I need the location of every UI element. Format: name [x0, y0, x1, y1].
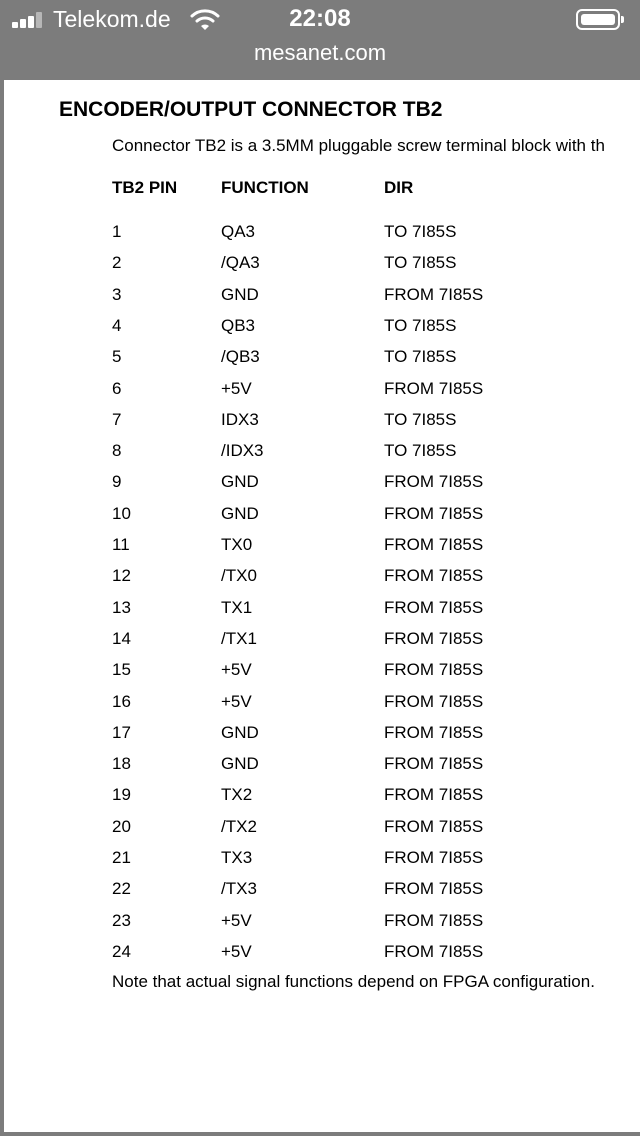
direction-cell: TO 7I85S: [384, 347, 457, 367]
function-cell: /TX2: [221, 816, 257, 836]
table-row: [4, 817, 640, 848]
table-row: [4, 879, 640, 910]
address-bar[interactable]: mesanet.com: [253, 40, 387, 65]
direction-cell: FROM 7I85S: [384, 472, 484, 492]
function-cell: +5V: [221, 941, 252, 961]
direction-cell: FROM 7I85S: [384, 910, 484, 930]
function-cell: +5V: [221, 910, 252, 930]
pin-cell: 7: [112, 409, 122, 429]
function-cell: /TX3: [221, 879, 257, 899]
table-row: [4, 347, 640, 378]
direction-cell: FROM 7I85S: [384, 941, 484, 961]
function-cell: +5V: [221, 378, 252, 398]
table-row: [4, 410, 640, 441]
direction-cell: TO 7I85S: [384, 441, 457, 461]
pin-cell: 3: [112, 284, 122, 304]
pin-cell: 21: [112, 848, 131, 867]
pin-cell: 8: [112, 441, 122, 461]
pin-cell: 22: [112, 879, 131, 899]
function-cell: QA3: [221, 222, 256, 241]
direction-cell: TO 7I85S: [384, 409, 457, 429]
table-row: [4, 441, 640, 472]
table-row: [4, 285, 640, 316]
table-row: [4, 848, 640, 879]
direction-cell: FROM 7I85S: [384, 848, 484, 867]
direction-cell: FROM 7I85S: [384, 535, 484, 554]
function-cell: /TX1: [221, 628, 257, 648]
function-cell: +5V: [221, 660, 252, 680]
function-cell: GND: [221, 503, 259, 523]
pin-cell: 23: [112, 910, 131, 930]
column-header-pin: TB2 PIN: [112, 178, 178, 197]
direction-cell: FROM 7I85S: [384, 879, 484, 899]
pin-cell: 4: [112, 315, 122, 335]
carrier-name: Telekom.de: [53, 6, 171, 32]
pin-cell: 5: [112, 347, 122, 367]
pin-cell: 16: [112, 691, 131, 711]
section-heading: ENCODER/OUTPUT CONNECTOR TB2: [59, 98, 443, 121]
pin-cell: 17: [112, 722, 131, 742]
direction-cell: FROM 7I85S: [384, 660, 484, 680]
table-row: [4, 754, 640, 785]
direction-cell: FROM 7I85S: [384, 378, 484, 398]
pin-cell: 1: [112, 222, 122, 241]
function-cell: TX1: [221, 597, 253, 617]
table-row: [4, 253, 640, 284]
table-row: [4, 629, 640, 660]
direction-cell: TO 7I85S: [384, 222, 457, 241]
direction-cell: FROM 7I85S: [384, 816, 484, 836]
table-row: [4, 504, 640, 535]
pin-cell: 10: [112, 503, 131, 523]
pin-cell: 9: [112, 472, 122, 492]
direction-cell: FROM 7I85S: [384, 754, 484, 774]
web-page-content: [4, 80, 640, 1132]
function-cell: TX0: [221, 535, 253, 554]
status-time: 22:08: [289, 5, 351, 32]
table-row: [4, 222, 640, 253]
pin-cell: 13: [112, 597, 131, 617]
column-header-function: FUNCTION: [221, 178, 309, 197]
table-row: [4, 472, 640, 503]
pin-cell: 19: [112, 785, 131, 805]
table-row: [4, 598, 640, 629]
direction-cell: TO 7I85S: [384, 253, 457, 273]
direction-cell: TO 7I85S: [384, 315, 457, 335]
direction-cell: FROM 7I85S: [384, 691, 484, 711]
pin-cell: 12: [112, 566, 131, 586]
table-row: [4, 723, 640, 754]
function-cell: GND: [221, 284, 259, 304]
table-row: [4, 692, 640, 723]
battery-icon: [576, 9, 620, 30]
pin-cell: 6: [112, 378, 122, 398]
direction-cell: FROM 7I85S: [384, 628, 484, 648]
direction-cell: FROM 7I85S: [384, 566, 484, 586]
function-cell: TX3: [221, 848, 253, 867]
function-cell: QB3: [221, 315, 256, 335]
table-row: [4, 316, 640, 347]
direction-cell: FROM 7I85S: [384, 284, 484, 304]
pin-cell: 11: [112, 535, 130, 554]
function-cell: GND: [221, 472, 259, 492]
table-row: [4, 785, 640, 816]
table-row: [4, 566, 640, 597]
function-cell: /TX0: [221, 566, 257, 586]
pin-cell: 18: [112, 754, 131, 774]
function-cell: GND: [221, 754, 259, 774]
table-row: [4, 660, 640, 691]
pin-cell: 15: [112, 660, 131, 680]
function-cell: IDX3: [221, 409, 259, 429]
table-row: [4, 942, 640, 973]
table-row: [4, 535, 640, 566]
direction-cell: FROM 7I85S: [384, 785, 484, 805]
table-row: [4, 379, 640, 410]
function-cell: /QA3: [221, 253, 260, 273]
function-cell: +5V: [221, 691, 252, 711]
footnote: Note that actual signal functions depend on FPGA configuration.: [112, 972, 595, 991]
intro-paragraph: Connector TB2 is a 3.5MM pluggable screw terminal block with th: [112, 136, 605, 155]
function-cell: /IDX3: [221, 441, 264, 461]
direction-cell: FROM 7I85S: [384, 597, 484, 617]
pin-cell: 2: [112, 253, 122, 273]
direction-cell: FROM 7I85S: [384, 722, 484, 742]
pin-cell: 24: [112, 941, 131, 961]
direction-cell: FROM 7I85S: [384, 503, 484, 523]
function-cell: GND: [221, 722, 259, 742]
column-header-dir: DIR: [384, 178, 414, 197]
table-row: [4, 911, 640, 942]
pin-cell: 20: [112, 816, 131, 836]
function-cell: /QB3: [221, 347, 260, 367]
function-cell: TX2: [221, 785, 253, 805]
pin-cell: 14: [112, 628, 131, 648]
status-bar: [0, 0, 640, 40]
